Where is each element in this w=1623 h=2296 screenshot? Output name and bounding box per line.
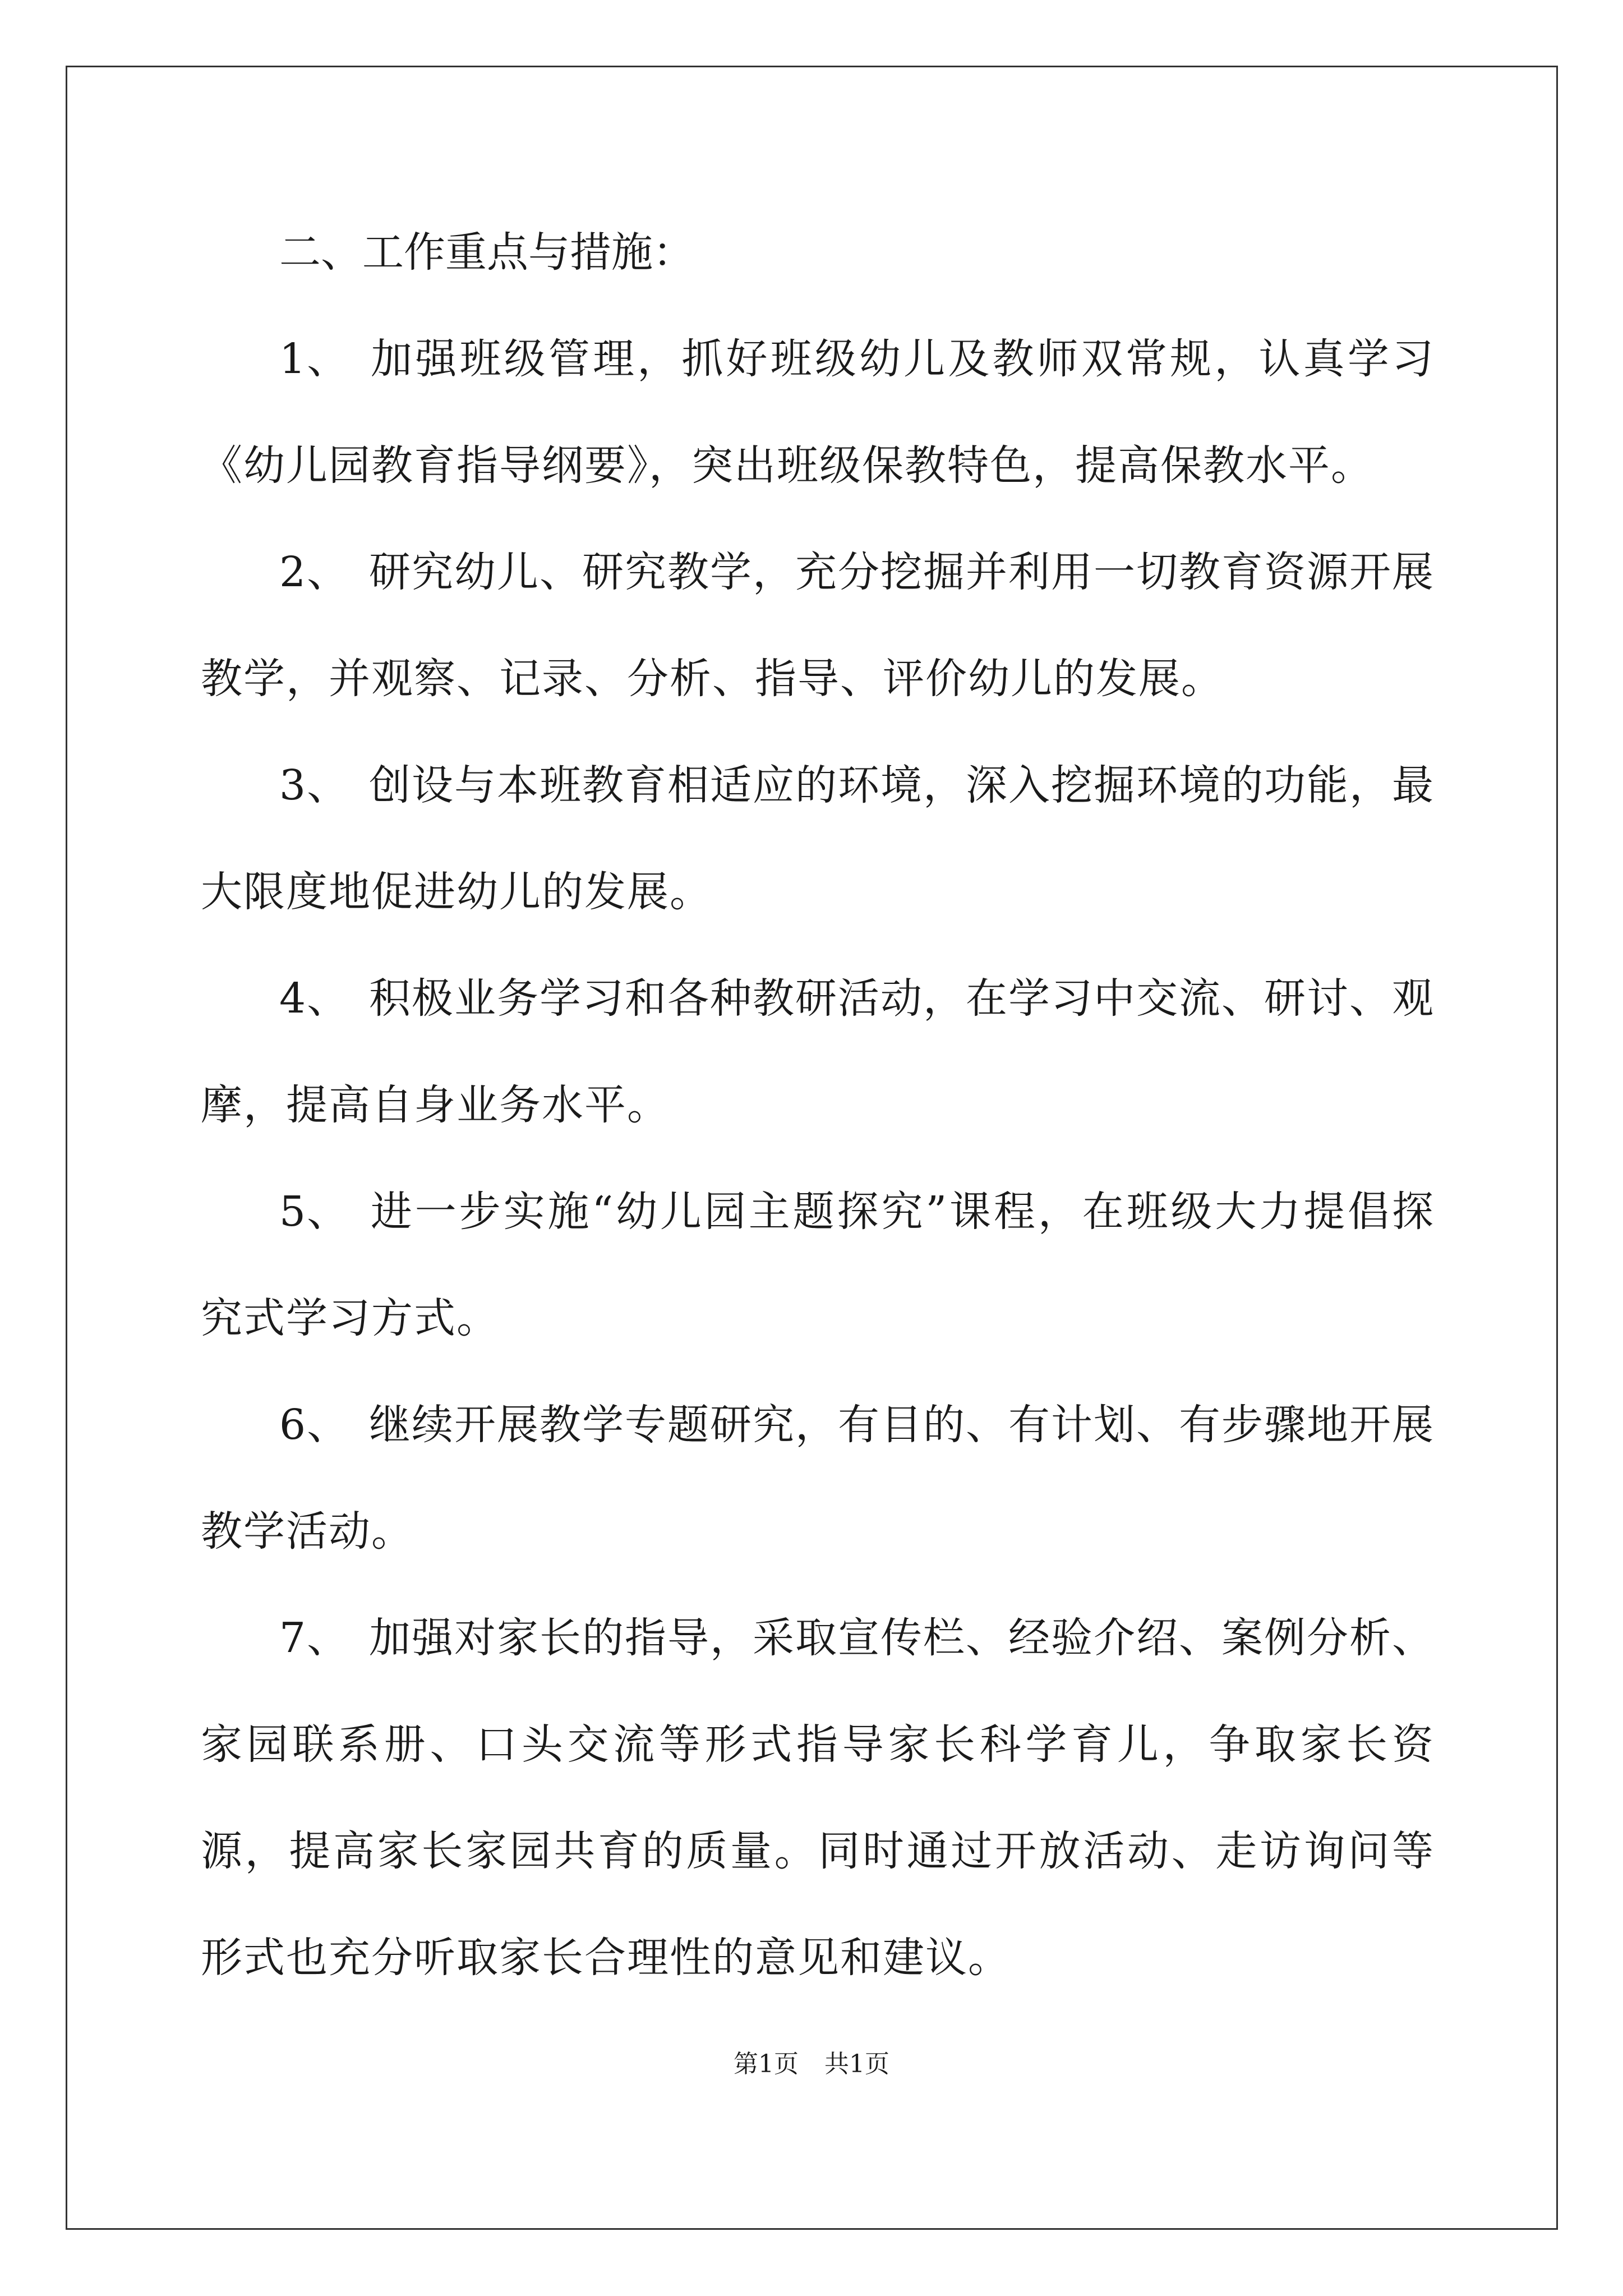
document-body	[201, 199, 1435, 2011]
item-text: 积极业务学习和各种教研活动，在学习中交流、研讨、观摩，提高自身业务水平。	[201, 974, 1435, 1129]
list-item	[201, 306, 1435, 519]
item-number: 1、	[279, 335, 350, 383]
page-number: 第1页	[734, 2050, 799, 2078]
item-text: 研究幼儿、研究教学，充分挖掘并利用一切教育资源开展教学，并观察、记录、分析、指导、评价幼儿的发展。	[201, 548, 1435, 703]
item-number: 4、	[279, 974, 350, 1023]
list-item	[201, 732, 1435, 945]
item-number: 3、	[279, 761, 350, 809]
list-item	[201, 1158, 1435, 1372]
item-number: 7、	[279, 1614, 350, 1662]
item-number: 6、	[279, 1401, 350, 1449]
page-footer	[0, 2047, 1623, 2081]
item-number: 2、	[279, 548, 350, 596]
item-text: 继续开展教学专题研究，有目的、有计划、有步骤地开展教学活动。	[201, 1401, 1435, 1556]
list-item	[201, 519, 1435, 732]
section-heading: 二、工作重点与措施：	[279, 228, 694, 277]
item-text: 进一步实施“幼儿园主题探究”课程，在班级大力提倡探究式学习方式。	[201, 1188, 1435, 1342]
item-text: 创设与本班教育相适应的环境，深入挖掘环境的功能，最大限度地促进幼儿的发展。	[201, 761, 1435, 916]
item-number: 5、	[279, 1188, 350, 1236]
list-item	[201, 1372, 1435, 1585]
list-item	[201, 1585, 1435, 2011]
item-text: 加强对家长的指导，采取宣传栏、经验介绍、案例分析、家园联系册、口头交流等形式指导家长科学育儿，争取家长资源，提高家长家园共育的质量。同时通过开放活动、走访询问等形式也充分听取家长合理性的意见和建议。	[201, 1614, 1435, 1982]
item-text: 加强班级管理，抓好班级幼儿及教师双常规，认真学习《幼儿园教育指导纲要》，突出班级保教特色，提高保教水平。	[201, 335, 1435, 490]
list-item	[201, 945, 1435, 1158]
page-count: 共1页	[824, 2050, 889, 2078]
